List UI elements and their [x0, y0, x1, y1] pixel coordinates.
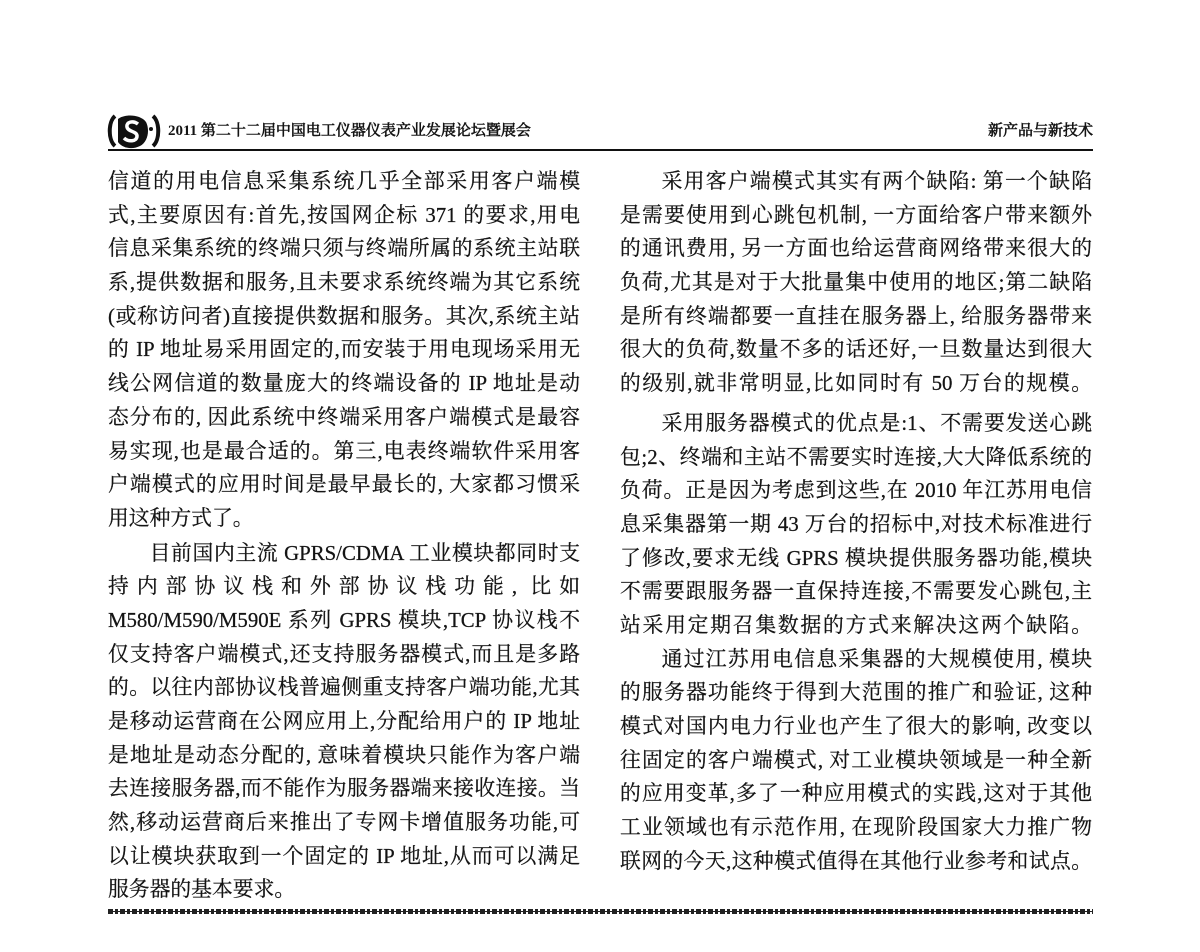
footer-rule [108, 909, 1093, 914]
paragraph [108, 165, 580, 536]
paragraph [620, 643, 1092, 879]
text-line: 信息采集系统的终端只须与终端所属的系统主站联 [108, 237, 580, 261]
text-line: 去连接服务器,而不能作为服务器端来接收连接。当 [108, 777, 580, 801]
text-line: 易实现,也是最合适的。第三,电表终端软件采用客 [108, 439, 580, 463]
text-line: 负荷,尤其是对于大批量集中使用的地区;第二缺陷 [620, 271, 1092, 295]
text-line: 的通讯费用, 另一方面也给运营商网络带来很大的 [620, 237, 1092, 261]
text-line: 很大的负荷,数量不多的话还好,一旦数量达到很大 [620, 338, 1092, 362]
text-line: 包;2、终端和主站不需要实时连接,大大降低系统的 [620, 445, 1092, 469]
text-line: 户端模式的应用时间是最早最长的, 大家都习惯采 [108, 473, 580, 497]
conference-title: 2011 第二十二届中国电工仪器仪表产业发展论坛暨展会 [168, 123, 531, 139]
text-line: 态分布的, 因此系统中终端采用客户端模式是最容 [108, 405, 580, 429]
text-line: 通过江苏用电信息采集器的大规模使用, 模块 [661, 647, 1092, 671]
header-rule [108, 149, 1093, 151]
text-line: 线公网信道的数量庞大的终端设备的 IP 地址是动 [108, 372, 580, 396]
text-line: 模式对国内电力行业也产生了很大的影响, 改变以 [620, 715, 1092, 738]
text-line: 负荷。正是因为考虑到这些,在 2010 年江苏用电信 [620, 479, 1092, 503]
text-line: 目前国内主流 GPRS/CDMA 工业模块都同时支 [149, 541, 580, 565]
text-line: 的应用变革,多了一种应用模式的实践,这对于其他 [620, 782, 1092, 806]
text-line: 服务器的基本要求。 [108, 878, 296, 902]
text-line: 采用服务器模式的优点是:1、不需要发送心跳 [661, 411, 1092, 435]
text-line: 以让模块获取到一个固定的 IP 地址,从而可以满足 [108, 844, 580, 868]
text-line: 信道的用电信息采集系统几乎全部采用客户端模 [108, 170, 580, 193]
section-title: 新产品与新技术 [987, 123, 1093, 139]
text-line: 是需要使用到心跳包机制, 一方面给客户带来额外 [620, 203, 1092, 227]
text-line: 采用客户端模式其实有两个缺陷: 第一个缺陷 [661, 170, 1092, 193]
paragraph [620, 407, 1092, 643]
text-line: (或称访问者)直接提供数据和服务。其次,系统主站 [108, 304, 580, 328]
text-line: 的服务器功能终于得到大范围的推广和验证, 这种 [620, 681, 1092, 705]
text-line: 仅支持客户端模式,还支持服务器模式,而且是多路 [108, 642, 580, 666]
text-line: 然,移动运营商后来推出了专网卡增值服务功能,可 [108, 811, 580, 835]
conference-logo [106, 112, 162, 150]
text-line: 工业领域也有示范作用, 在现阶段国家大力推广物 [620, 816, 1092, 840]
text-line: 用这种方式了。 [108, 506, 254, 530]
text-line: 式,主要原因有:首先,按国网企标 371 的要求,用电 [108, 203, 580, 227]
left-column [108, 165, 580, 907]
text-line: M580/M590/M590E 系列 GPRS 模块,TCP 协议栈不 [108, 608, 580, 632]
text-line: 的级别,就非常明显,比如同时有 50 万台的规模。 [620, 372, 1092, 396]
text-line: 联网的今天,这种模式值得在其他行业参考和试点。 [620, 849, 1092, 873]
text-line: 了修改,要求无线 GPRS 模块提供服务器功能,模块 [620, 546, 1092, 570]
text-line: 是所有终端都要一直挂在服务器上, 给服务器带来 [620, 304, 1092, 328]
text-line: 的 IP 地址易采用固定的,而安装于用电现场采用无 [108, 338, 580, 362]
text-line: 的。以往内部协议栈普遍侧重支持客户端功能,尤其 [108, 676, 580, 700]
text-line: 是地址是动态分配的, 意味着模块只能作为客户端 [108, 743, 580, 767]
text-line: 是移动运营商在公网应用上,分配给用户的 IP 地址 [108, 710, 580, 733]
right-column [620, 165, 1092, 878]
text-line: 持内部协议栈和外部协议栈功能, 比如 [108, 575, 580, 599]
text-line: 站采用定期召集数据的方式来解决这两个缺陷。 [620, 613, 1092, 637]
paragraph [108, 537, 580, 908]
text-line: 息采集器第一期 43 万台的招标中,对技术标准进行 [620, 512, 1092, 536]
text-line: 往固定的客户端模式, 对工业模块领域是一种全新 [620, 748, 1092, 772]
text-line: 不需要跟服务器一直保持连接,不需要发心跳包,主 [620, 580, 1092, 604]
paragraph [620, 165, 1092, 401]
text-line: 系,提供数据和服务,且未要求系统终端为其它系统 [108, 271, 580, 295]
